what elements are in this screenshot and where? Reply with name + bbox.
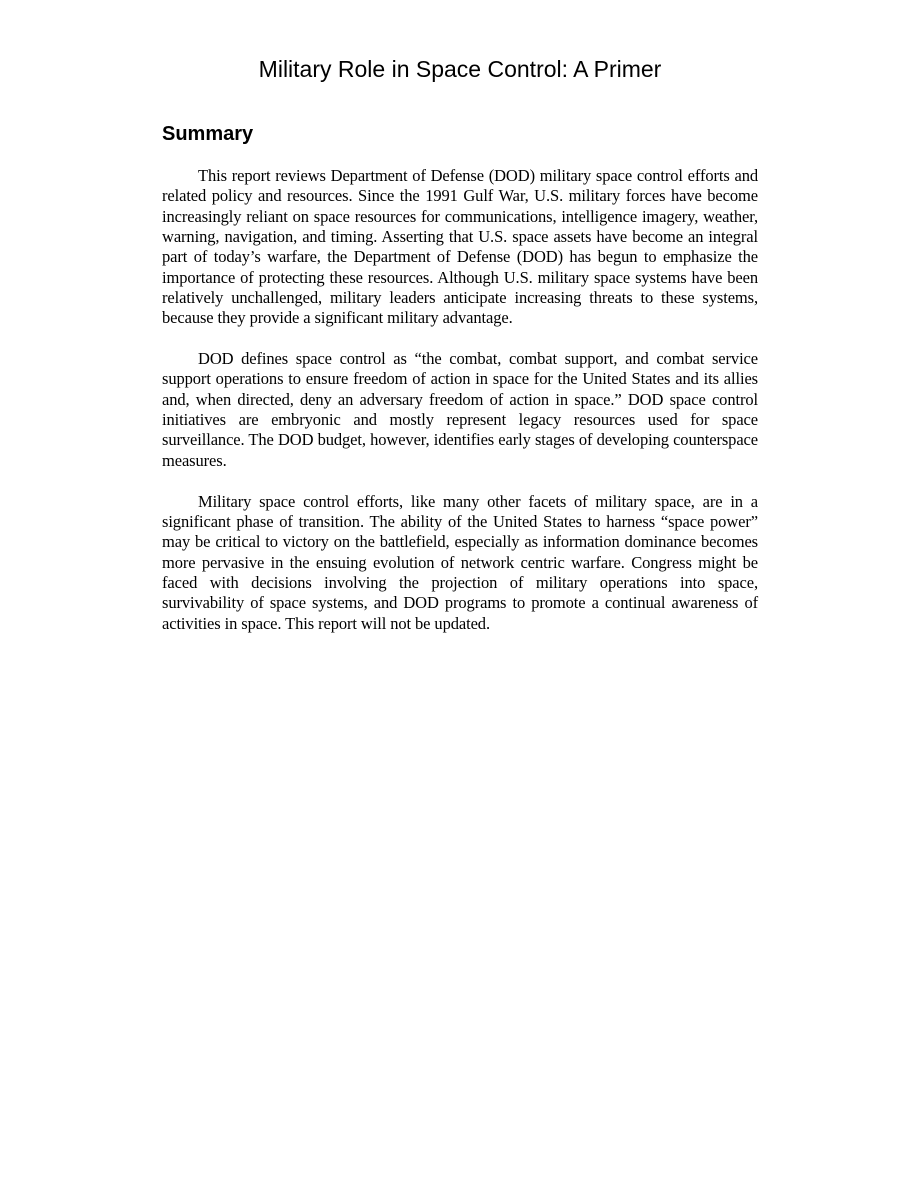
summary-body	[162, 166, 758, 654]
summary-paragraph: DOD defines space control as “the combat, combat support, and combat service support operations to ensure freedom of action in space for the United States and its allies and, when directed, deny an adversary freedom of action in space.” DOD space control initiatives are embryonic and mostly represent legacy resources used for space surveillance. The DOD budget, however, identifies early stages of developing counterspace measures.	[162, 349, 758, 470]
summary-paragraph: Military space control efforts, like many other facets of military space, are in a significant phase of transition. The ability of the United States to harness “space power” may be critical to victory on the battlefield, especially as information dominance becomes more pervasive in the ensuing evolution of network centric warfare. Congress might be faced with decisions involving the projection of military operations into space, survivability of space systems, and DOD programs to promote a continual awareness of activities in space. This report will not be updated.	[162, 491, 758, 633]
document-title: Military Role in Space Control: A Primer	[258, 56, 662, 82]
section-heading: Summary	[162, 123, 254, 145]
summary-paragraph: This report reviews Department of Defense (DOD) military space control efforts and related policy and resources. Since the 1991 Gulf War, U.S. military forces have become increasingly reliant on space resources for communications, intelligence imagery, weather, warning, navigation, and timing. Asserting that U.S. space assets have become an integral part of today’s warfare, the Department of Defense (DOD) has begun to emphasize the importance of protecting these resources. Although U.S. military space systems have been relatively unchallenged, military leaders anticipate increasing threats to these systems, because they provide a significant military advantage.	[162, 166, 758, 328]
